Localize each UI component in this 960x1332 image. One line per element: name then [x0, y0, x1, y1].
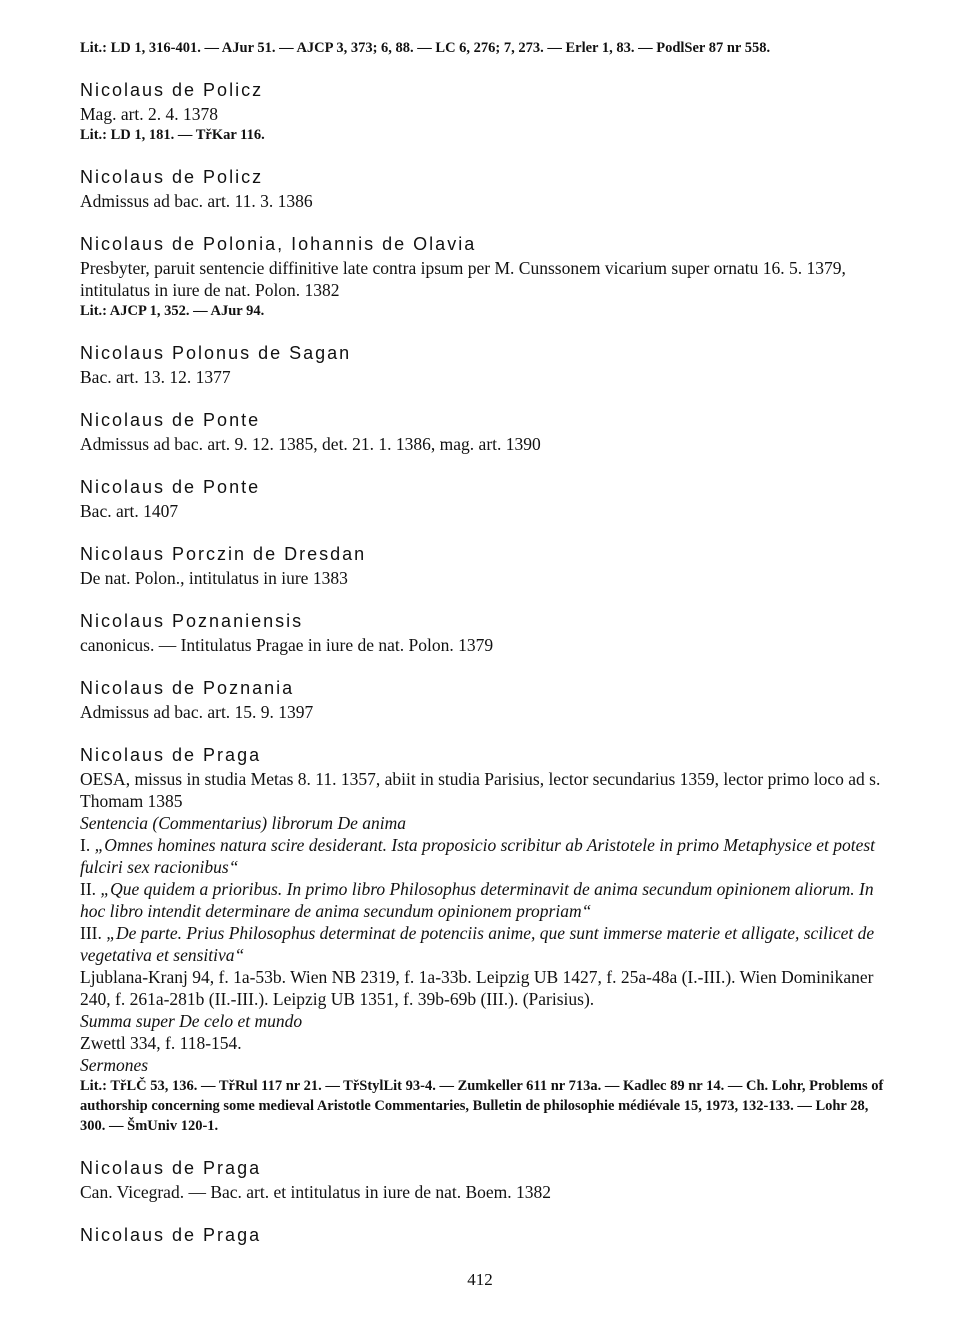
entry-praga-main: [80, 743, 896, 1136]
incipit-text: „De parte. Prius Philosophus determinat de potenciis anime, que sunt immerse materie et alligate, scilicet de vegetativa et sensitiva“: [80, 923, 875, 965]
work-title: Sermones: [80, 1055, 149, 1075]
entry-text: Admissus ad bac. art. 9. 12. 1385, det. 21. 1. 1386, mag. art. 1390: [80, 434, 541, 454]
entry-biography: OESA, missus in studia Metas 8. 11. 1357, abiit in studia Parisius, lector secundarius 1359, lector primo loco ad s. Thomam 1385: [80, 769, 881, 811]
entry-name: Nicolaus Porczin de Dresdan: [80, 544, 367, 564]
entry-text: Bac. art. 1407: [80, 501, 179, 521]
work-title: Summa super De celo et mundo: [80, 1011, 303, 1031]
entry-name: Nicolaus de Praga: [80, 1158, 262, 1178]
entry-policz-1: [80, 78, 896, 145]
entry-text: Bac. art. 13. 12. 1377: [80, 367, 231, 387]
entry-name: Nicolaus Polonus de Sagan: [80, 343, 352, 363]
entry-text: Mag. art. 2. 4. 1378: [80, 104, 219, 124]
page-number: 412: [467, 1270, 493, 1289]
entry-poznaniensis: [80, 609, 896, 656]
dictionary-page: [80, 38, 896, 1248]
entry-praga-3: [80, 1223, 896, 1247]
incipit-number: II.: [80, 879, 101, 899]
entry-poznania: [80, 676, 896, 723]
incipit-number: III.: [80, 923, 107, 943]
entry-name: Nicolaus de Policz: [80, 80, 264, 100]
top-literature: Lit.: LD 1, 316-401. — AJur 51. — AJCP 3, 373; 6, 88. — LC 6, 276; 7, 273. — Erler 1, 83. — PodlSer 87 nr 558.: [80, 40, 771, 56]
entry-text: Can. Vicegrad. — Bac. art. et intitulatus in iure de nat. Boem. 1382: [80, 1182, 552, 1202]
incipit-text: „Omnes homines natura scire desiderant. Ista proposicio scribitur ab Aristotele in primo Metaphysice et potest fulciri sex racionibus“: [80, 835, 876, 877]
incipit-2: [80, 878, 896, 922]
entry-text: De nat. Polon., intitulatus in iure 1383: [80, 568, 348, 588]
incipit-text: „Que quidem a prioribus. In primo libro Philosophus determinavit de anima secundum opinionem aliorum. In hoc libro intendit determinare de anima secundum opinionem propriam“: [80, 879, 874, 921]
entry-ponte-2: [80, 475, 896, 522]
entry-name: Nicolaus Poznaniensis: [80, 611, 304, 631]
incipit-number: I.: [80, 835, 95, 855]
incipit-3: [80, 922, 896, 966]
work-title: Sentencia (Commentarius) librorum De anima: [80, 813, 406, 833]
entry-porczin: [80, 542, 896, 589]
entry-name: Nicolaus de Poznania: [80, 678, 295, 698]
entry-literature: Lit.: AJCP 1, 352. — AJur 94.: [80, 303, 265, 319]
incipit-1: [80, 834, 896, 878]
entry-policz-2: [80, 165, 896, 212]
entry-ponte-1: [80, 408, 896, 455]
entry-text: Admissus ad bac. art. 11. 3. 1386: [80, 191, 313, 211]
entry-literature: Lit.: TřLČ 53, 136. — TřRul 117 nr 21. — TřStylLit 93-4. — Zumkeller 611 nr 713a. — Kadlec 89 nr 14. — Ch. Lohr, Problems of authorship concerning some medieval Aristotle Commentaries, Bulletin de philosophie médiévale 15, 1973, 132-133. — Lohr 28, 300. — ŠmUniv 120-1.: [80, 1078, 884, 1134]
entry-name: Nicolaus de Ponte: [80, 410, 261, 430]
manuscript-list: Ljublana-Kranj 94, f. 1a-53b. Wien NB 2319, f. 1a-33b. Leipzig UB 1427, f. 25a-48a (I.-III.). Wien Dominikaner 240, f. 261a-281b (II.-III.). Leipzig UB 1351, f. 39b-69b (III.). (Parisius).: [80, 967, 874, 1009]
entry-polonus-sagan: [80, 341, 896, 388]
entry-name: Nicolaus de Ponte: [80, 477, 261, 497]
entry-text: Admissus ad bac. art. 15. 9. 1397: [80, 702, 314, 722]
manuscript-list: Zwettl 334, f. 118-154.: [80, 1033, 242, 1053]
entry-polonia: [80, 232, 896, 321]
entry-text: Presbyter, paruit sentencie diffinitive late contra ipsum per M. Cunssonem vicarium super ornatu 16. 5. 1379, intitulatus in iure de nat. Polon. 1382: [80, 258, 846, 300]
entry-literature: Lit.: LD 1, 181. — TřKar 116.: [80, 127, 265, 143]
entry-name: Nicolaus de Praga: [80, 745, 262, 765]
entry-name: Nicolaus de Polonia, Iohannis de Olavia: [80, 234, 477, 254]
entry-name: Nicolaus de Praga: [80, 1225, 262, 1245]
entry-text: canonicus. — Intitulatus Pragae in iure de nat. Polon. 1379: [80, 635, 494, 655]
entry-praga-2: [80, 1156, 896, 1203]
entry-name: Nicolaus de Policz: [80, 167, 264, 187]
